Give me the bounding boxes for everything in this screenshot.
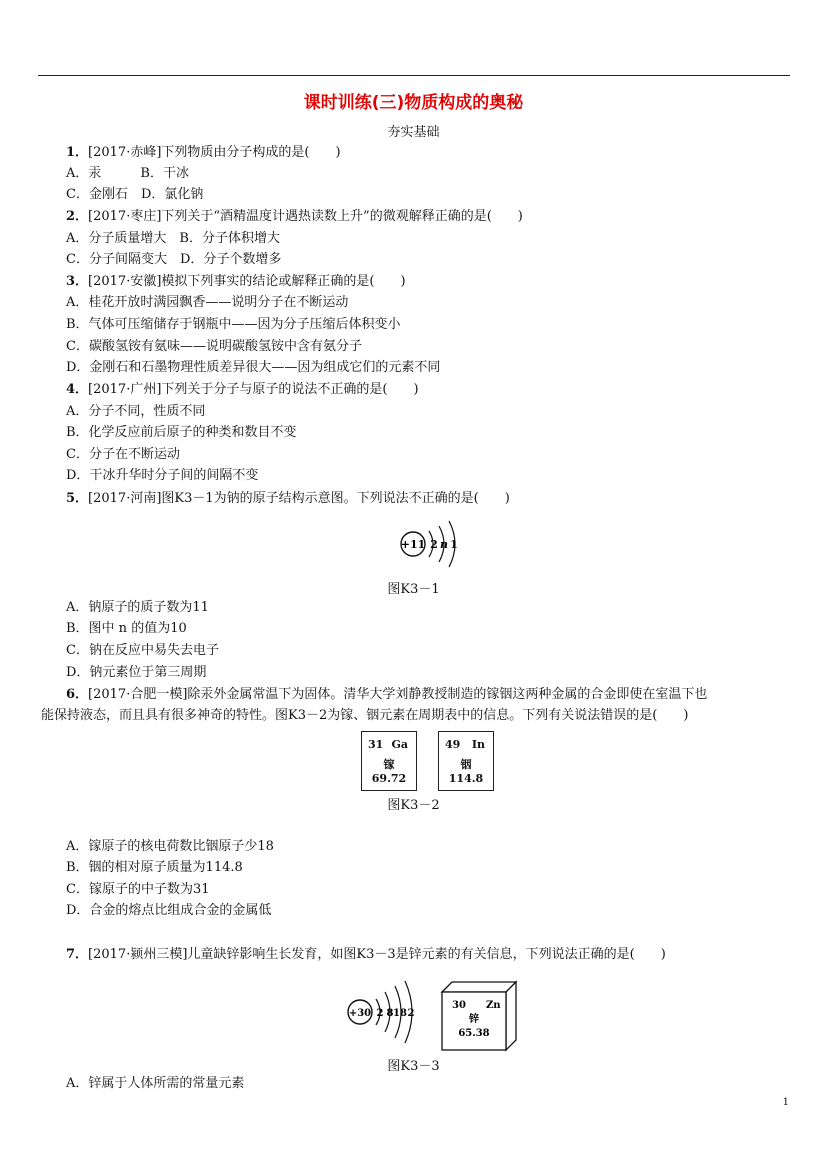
question-1-option: A．汞 B．干冰 [66,166,189,181]
shell-3-electrons: 18 [393,1008,407,1019]
question-6-option: B．铟的相对原子质量为114.8 [66,860,243,875]
top-rule [38,75,790,76]
page-title: 课时训练(三)物质构成的奥秘 [303,93,524,113]
element-card-gallium [361,731,417,791]
question-4-option: C．分子在不断运动 [66,447,180,462]
atomic-number: 49 [445,738,461,751]
question-6-option: C．镓原子的中子数为31 [66,882,210,897]
shell-1-electrons: 2 [430,538,438,551]
question-4-option: A．分子不同，性质不同 [66,404,206,419]
atomic-mass: 69.72 [371,772,407,785]
question-7-stem: 7．[2017·颍州三模]儿童缺锌影响生长发育，如图K3－3是锌元素的有关信息，下列说法正确的是( ) [66,947,666,962]
question-2-stem: 2．[2017·枣庄]下列关于“酒精温度计遇热读数上升”的微观解释正确的是( ) [66,209,523,224]
question-4-option: B．化学反应前后原子的种类和数目不变 [66,425,297,440]
question-5-option: C．钠在反应中易失去电子 [66,643,219,658]
element-name: 铟 [460,758,472,771]
nucleus-label: +30 [348,1008,372,1019]
shell-1-electrons: 2 [376,1008,384,1019]
question-6-stem-continued: 能保持液态，而且具有很多神奇的特性。图K3－2为镓、铟元素在周期表中的信息。下列有关说法错误的是( ) [41,708,689,723]
sodium-atom-structure-diagram [388,518,468,570]
element-symbol: In [471,738,485,751]
question-3-option: C．碳酸氢铵有氨味——说明碳酸氢铵中含有氨分子 [66,339,362,354]
figure-caption-k3-2: 图K3－2 [387,798,440,813]
question-5-option: A．钠原子的质子数为11 [66,600,209,615]
question-6-option: D．合金的熔点比组成合金的金属低 [66,903,272,918]
figure-caption-k3-1: 图K3－1 [387,582,440,597]
question-2-option: C．分子间隔变大 D．分子个数增多 [66,252,282,267]
atomic-number: 31 [368,738,384,751]
element-symbol: Ga [391,738,408,751]
element-name: 锌 [469,1014,479,1025]
nucleus-label: +11 [400,538,426,551]
question-5-option: B．图中 n 的值为10 [66,621,187,636]
question-6-option: A．镓原子的核电荷数比铟原子少18 [66,839,274,854]
question-7-option: A．锌属于人体所需的常量元素 [66,1076,245,1091]
question-6-stem: 6．[2017·合肥一模]除汞外金属常温下为固体。清华大学刘静教授制造的镓铟这两种金属的合金即使在室温下也 [66,687,708,702]
question-1-stem: 1．[2017·赤峰]下列物质由分子构成的是( ) [66,145,341,160]
question-2-option: A．分子质量增大 B．分子体积增大 [66,231,280,246]
page-number: 1 [782,1097,789,1108]
zinc-element-box-3d [440,980,520,1052]
section-heading: 夯实基础 [387,125,440,140]
element-symbol: Zn [486,1000,501,1011]
shell-2-electrons: n [440,538,448,551]
element-card-indium [438,731,494,791]
question-3-option: B．气体可压缩储存于钢瓶中——因为分子压缩后体积变小 [66,317,401,332]
atomic-mass: 65.38 [458,1028,490,1039]
question-3-option: D．金刚石和石墨物理性质差异很大——因为组成它们的元素不同 [66,360,441,375]
question-4-stem: 4．[2017·广州]下列关于分子与原子的说法不正确的是( ) [66,382,419,397]
figure-caption-k3-3: 图K3－3 [387,1059,440,1074]
question-1-option: C．金刚石 D．氯化钠 [66,187,204,202]
atomic-mass: 114.8 [448,772,484,785]
shell-3-electrons: 1 [450,538,458,551]
question-4-option: D．干冰升华时分子间的间隔不变 [66,468,259,483]
shell-2-electrons: 8 [386,1008,394,1019]
question-5-option: D．钠元素位于第三周期 [66,665,207,680]
zinc-atom-structure-diagram [343,978,421,1048]
element-name: 镓 [383,758,395,771]
question-3-stem: 3．[2017·安徽]模拟下列事实的结论或解释正确的是( ) [66,274,406,289]
question-5-stem: 5．[2017·河南]图K3－1为钠的原子结构示意图。下列说法不正确的是( ) [66,491,510,506]
atomic-number: 30 [452,1000,466,1011]
question-3-option: A．桂花开放时满园飘香——说明分子在不断运动 [66,295,349,310]
shell-4-electrons: 2 [407,1008,415,1019]
